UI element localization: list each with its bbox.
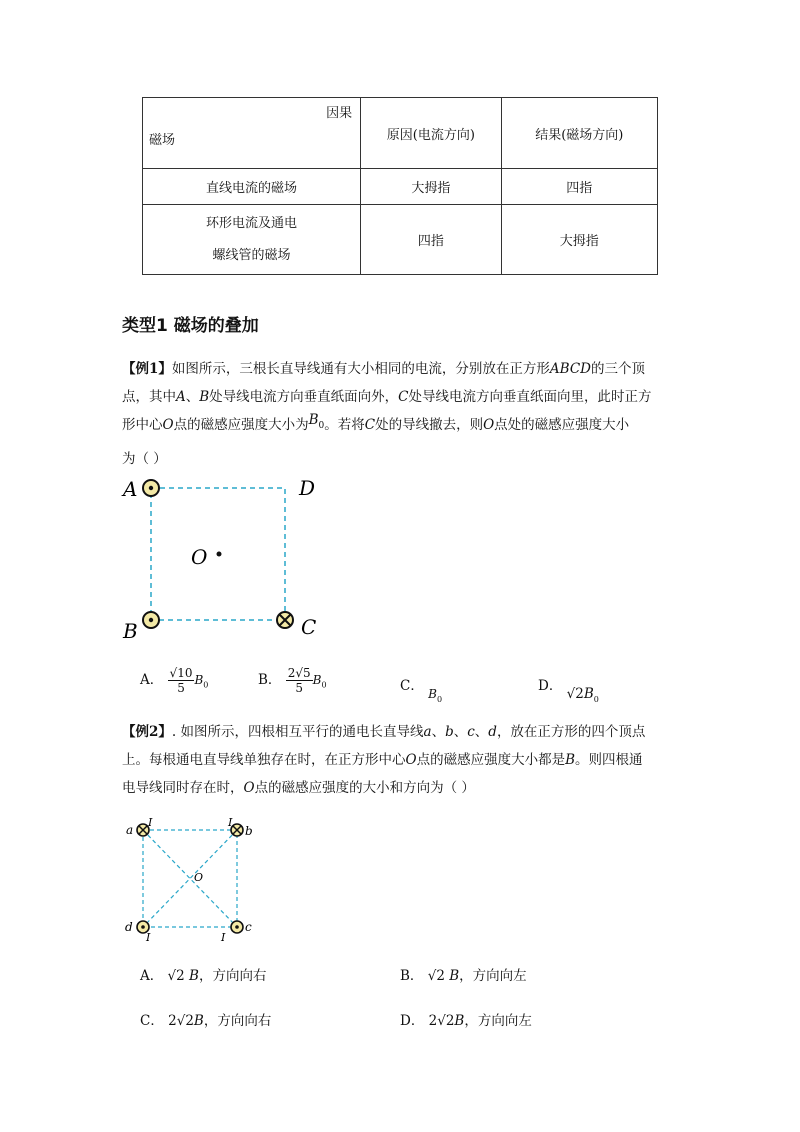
ex2-option-d[interactable] (400, 1009, 532, 1029)
ex1-option-b[interactable]: B． $\frac{2√5}{5}$ $B_0$ (258, 666, 327, 695)
ex2-option-c[interactable] (140, 1009, 271, 1029)
ex1-question (122, 355, 662, 473)
label-a: a (126, 823, 134, 837)
ex1-var: O (162, 417, 174, 433)
label-A: A (123, 477, 138, 501)
option-sqrt: √2 (566, 686, 584, 702)
option-sqrt: √2 (167, 968, 185, 984)
option-b: B (193, 1013, 204, 1029)
col-result: 结果(磁场方向) (501, 98, 657, 169)
option-b: B (189, 968, 199, 984)
option-b: B (454, 1013, 465, 1029)
ex1-option-a[interactable]: A． $\frac{√10}{5}$ $B_0$ (140, 666, 209, 695)
option-sqrt: 2√2 (428, 1013, 455, 1029)
center-dot-O (217, 552, 222, 557)
option-b: B (583, 686, 594, 702)
label-I: I (228, 816, 233, 829)
ex2-var: d (488, 724, 497, 740)
row1-result: 四指 (501, 169, 657, 205)
ex1-text: 。若将 (324, 417, 365, 433)
ex1-text: 处导线电流方向垂直纸面向里，此时正方 (408, 389, 652, 405)
wire-out-B-dot (149, 618, 153, 622)
header-field: 磁场 (149, 133, 176, 148)
ex2-text: ，放在正方形的四个顶点 (496, 724, 646, 740)
diag-header-cell (143, 98, 361, 169)
rule-table (142, 97, 658, 275)
ex1-text: 形中心 (122, 417, 163, 433)
ex2-var: O (405, 752, 417, 768)
col-cause: 原因(电流方向) (361, 98, 501, 169)
row1-cause: 大拇指 (361, 169, 501, 205)
option-letter: B． (258, 672, 282, 688)
ex1-var: A (176, 389, 186, 405)
ex1-var: C (364, 417, 376, 433)
label-d: d (125, 920, 133, 934)
option-letter: A． (140, 968, 164, 984)
option-text: ，方向向左 (459, 968, 527, 984)
ex1-b0-sub: 0 (318, 420, 325, 431)
ex2-option-b[interactable] (400, 964, 527, 984)
ex1-text: 的三个顶 (590, 361, 645, 377)
label-C: C (301, 615, 317, 639)
ex2-var: B (565, 752, 575, 768)
label-b: b (245, 824, 253, 838)
label-c: c (245, 920, 252, 934)
row2-cause: 四指 (361, 205, 501, 275)
ex2-var: a (423, 724, 432, 740)
ex2-text: . 如图所示，四根相互平行的通电长直导线 (171, 724, 424, 740)
option-text: ，方向向右 (203, 1013, 272, 1029)
option-sqrt: 2√2 (168, 1013, 194, 1029)
ex1-option-c[interactable]: C． $B_0$ (400, 678, 443, 704)
ex1-var: C (398, 389, 409, 405)
ex1-tag: 【例1】 (122, 361, 172, 377)
wire-out-d-dot (141, 925, 145, 929)
ex2-text: 电导线同时存在时， (122, 780, 244, 796)
ex2-text: 上。每根通电直导线单独存在时，在正方形中心 (122, 752, 406, 768)
ex2-text: 、 (453, 724, 468, 740)
option-b: B (449, 968, 460, 984)
ex2-text: 点的磁感应强度大小都是 (416, 752, 566, 768)
option-sqrt: √2 (427, 968, 445, 984)
ex2-var: O (243, 780, 255, 796)
ex1-b0: B (308, 412, 319, 428)
ex1-var: B (199, 389, 210, 405)
ex1-text: 点，其中 (122, 389, 176, 405)
label-B: B (123, 619, 138, 643)
option-letter: A． (140, 672, 164, 688)
label-I: I (146, 931, 151, 944)
ex2-text: 、 (431, 724, 446, 740)
label-O: O (191, 545, 208, 569)
ex1-figure (115, 468, 345, 648)
ex2-text: 、 (474, 724, 489, 740)
label-D: D (299, 476, 316, 500)
option-letter: C． (140, 1013, 164, 1029)
option-b: B (194, 673, 204, 687)
ex2-question (122, 718, 662, 802)
ex1-var: O (483, 417, 495, 433)
label-I: I (221, 931, 226, 944)
header-cause: 因果 (326, 106, 353, 121)
ex2-text: 。则四根通 (575, 752, 643, 768)
row2-result: 大拇指 (501, 205, 657, 275)
ex1-abcd: ABCD (549, 361, 591, 377)
ex2-text: 点的磁感应强度的大小和方向为（ ） (254, 780, 475, 796)
ex1-text: 为（ ） (122, 450, 167, 467)
option-letter: D． (538, 678, 563, 694)
section-title: 类型1 磁场的叠加 (122, 316, 259, 336)
option-b: B (428, 687, 437, 701)
option-letter: C． (400, 678, 424, 694)
ex2-option-a[interactable] (140, 964, 266, 984)
row2-name-line1: 环形电流及通电 (206, 215, 298, 231)
ex1-option-d[interactable]: D． $√2B_0$ (538, 678, 599, 704)
label-I: I (148, 816, 153, 829)
option-text: ，方向向左 (464, 1013, 532, 1029)
ex2-var: b (445, 724, 454, 740)
ex1-text: 处导线电流方向垂直纸面向外， (209, 389, 399, 405)
fraction: $\frac{2√5}{5}$ (287, 666, 311, 695)
option-letter: B． (400, 968, 424, 984)
ex2-var: c (467, 724, 475, 740)
row2-name-line2: 螺线管的磁场 (212, 247, 291, 263)
wire-out-A-dot (149, 486, 153, 490)
wire-out-c-dot (235, 925, 239, 929)
ex2-tag: 【例2】 (122, 724, 172, 740)
row1-name: 直线电流的磁场 (143, 169, 361, 205)
ex1-text: 、 (185, 389, 200, 405)
ex1-text: 点处的磁感应强度大小 (494, 417, 630, 433)
label-O: O (194, 871, 204, 884)
option-letter: D． (400, 1013, 425, 1029)
row2-name (143, 205, 361, 275)
fraction: $\frac{√10}{5}$ (169, 666, 193, 695)
ex1-text: 点的磁感应强度大小为 (173, 417, 309, 433)
option-text: ，方向向右 (198, 968, 267, 984)
ex1-text: 处的导线撤去，则 (375, 417, 484, 433)
ex1-text: 如图所示，三根长直导线通有大小相同的电流，分别放在正方形 (171, 361, 550, 377)
option-b: B (312, 673, 322, 687)
ex2-figure (120, 814, 270, 944)
